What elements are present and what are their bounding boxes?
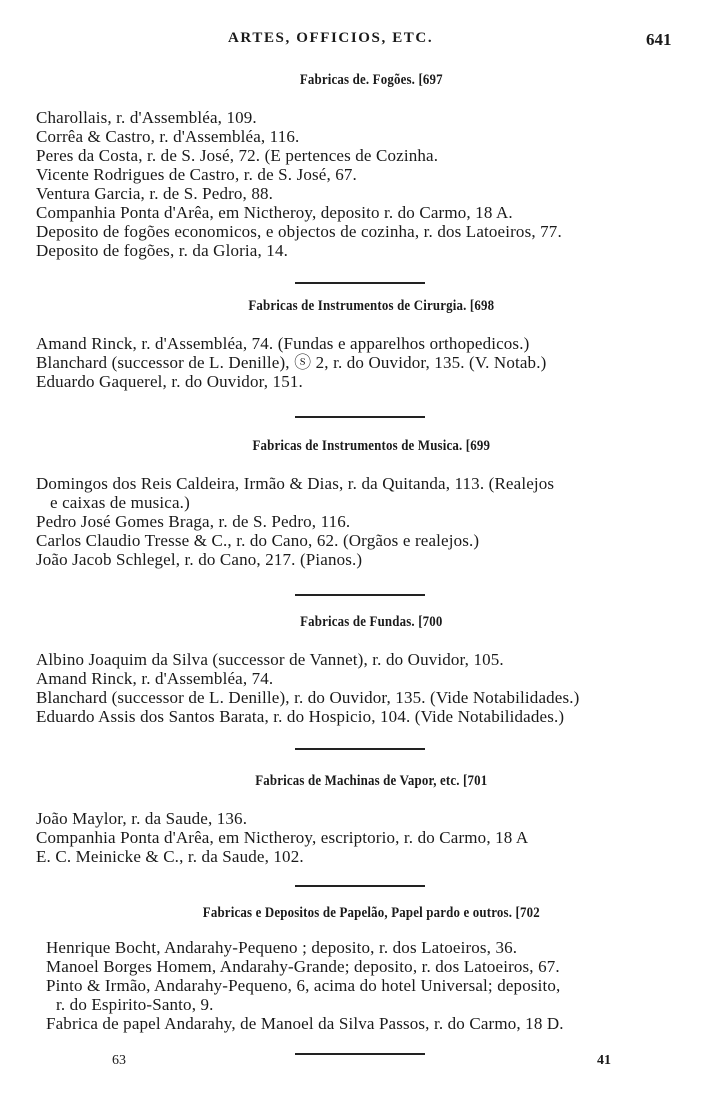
- entry-list: [36, 108, 686, 260]
- entry-list: [36, 650, 686, 726]
- list-item: Blanchard (successor de L. Denille), r. do Ouvidor, 135. (Vide Notabilidades.): [36, 688, 580, 707]
- entry-list: [36, 938, 686, 1033]
- signature-mark: 63: [112, 1053, 126, 1068]
- list-item: Albino Joaquim da Silva (successor de Vannet), r. do Ouvidor, 105.: [36, 650, 504, 669]
- list-item: Amand Rinck, r. d'Assembléa, 74. (Fundas e apparelhos orthopedicos.): [36, 334, 530, 353]
- running-title: ARTES, OFFICIOS, ETC.: [228, 30, 434, 46]
- list-item: Corrêa & Castro, r. d'Assembléa, 116.: [36, 127, 300, 146]
- list-item: João Maylor, r. da Saude, 136.: [36, 809, 248, 828]
- list-item: Eduardo Assis dos Santos Barata, r. do Hospicio, 104. (Vide Notabilidades.): [36, 707, 565, 726]
- list-item: Companhia Ponta d'Arêa, em Nictheroy, deposito r. do Carmo, 18 A.: [36, 203, 513, 222]
- section-divider: [295, 748, 425, 750]
- entry-list: [36, 334, 686, 391]
- section-divider: [295, 885, 425, 887]
- list-item: Companhia Ponta d'Arêa, em Nictheroy, escriptorio, r. do Carmo, 18 A: [36, 828, 529, 847]
- list-item: Carlos Claudio Tresse & C., r. do Cano, 62. (Orgãos e realejos.): [36, 531, 480, 550]
- list-item: Manoel Borges Homem, Andarahy-Grande; deposito, r. dos Latoeiros, 67.: [46, 957, 560, 976]
- list-item: Pedro José Gomes Braga, r. de S. Pedro, 116.: [36, 512, 351, 531]
- section-title: Fabricas de. Fogões. [697: [299, 72, 443, 88]
- section-fundas: [36, 613, 686, 726]
- entry-list: [36, 474, 686, 569]
- section-title: Fabricas de Machinas de Vapor, etc. [701: [255, 773, 488, 789]
- list-item: Peres da Costa, r. de S. José, 72. (E pertences de Cozinha.: [36, 146, 439, 165]
- list-item: Deposito de fogões economicos, e objectos de cozinha, r. dos Latoeiros, 77.: [36, 222, 562, 241]
- list-item: Vicente Rodrigues de Castro, r. de S. José, 67.: [36, 165, 357, 184]
- list-item: Henrique Bocht, Andarahy-Pequeno ; deposito, r. dos Latoeiros, 36.: [46, 938, 518, 957]
- list-item: João Jacob Schlegel, r. do Cano, 217. (Pianos.): [36, 550, 363, 569]
- list-item: Fabrica de papel Andarahy, de Manoel da Silva Passos, r. do Carmo, 18 D.: [46, 1014, 564, 1033]
- list-item: Blanchard (successor de L. Denille), ⓢ 2, r. do Ouvidor, 135. (V. Notab.): [36, 353, 547, 372]
- list-item: E. C. Meinicke & C., r. da Saude, 102.: [36, 847, 304, 866]
- running-head: [0, 30, 725, 50]
- section-title: Fabricas de Instrumentos de Musica. [699: [252, 438, 491, 454]
- entry-list: [36, 809, 686, 866]
- section-musica: [36, 437, 686, 569]
- section-divider: [295, 594, 425, 596]
- section-title: Fabricas e Depositos de Papelão, Papel pardo e outros. [702: [202, 905, 540, 921]
- page-body: [36, 71, 686, 1068]
- list-item: Amand Rinck, r. d'Assembléa, 74.: [36, 669, 274, 688]
- section-title: Fabricas de Fundas. [700: [300, 614, 443, 630]
- list-item: Ventura Garcia, r. de S. Pedro, 88.: [36, 184, 274, 203]
- list-item: Eduardo Gaquerel, r. do Ouvidor, 151.: [36, 372, 303, 391]
- list-item: Pinto & Irmão, Andarahy-Pequeno, 6, acima do hotel Universal; deposito,: [46, 976, 561, 995]
- section-divider: [295, 1053, 425, 1055]
- list-item: Deposito de fogões, r. da Gloria, 14.: [36, 241, 288, 260]
- section-machinas-vapor: [36, 772, 686, 866]
- section-divider: [295, 282, 425, 284]
- section-cirurgia: [36, 297, 686, 391]
- list-item-continuation: e caixas de musica.): [50, 493, 190, 512]
- folio-number: 41: [597, 1053, 611, 1068]
- section-papelao: [36, 904, 686, 1033]
- page-number: 641: [646, 30, 672, 49]
- section-divider: [295, 416, 425, 418]
- section-fogoes: [36, 71, 686, 260]
- section-title: Fabricas de Instrumentos de Cirurgia. [698: [248, 298, 495, 314]
- list-item: Domingos dos Reis Caldeira, Irmão & Dias, r. da Quitanda, 113. (Realejos: [36, 474, 555, 493]
- list-item-continuation: r. do Espirito-Santo, 9.: [56, 995, 214, 1014]
- list-item: Charollais, r. d'Assembléa, 109.: [36, 108, 257, 127]
